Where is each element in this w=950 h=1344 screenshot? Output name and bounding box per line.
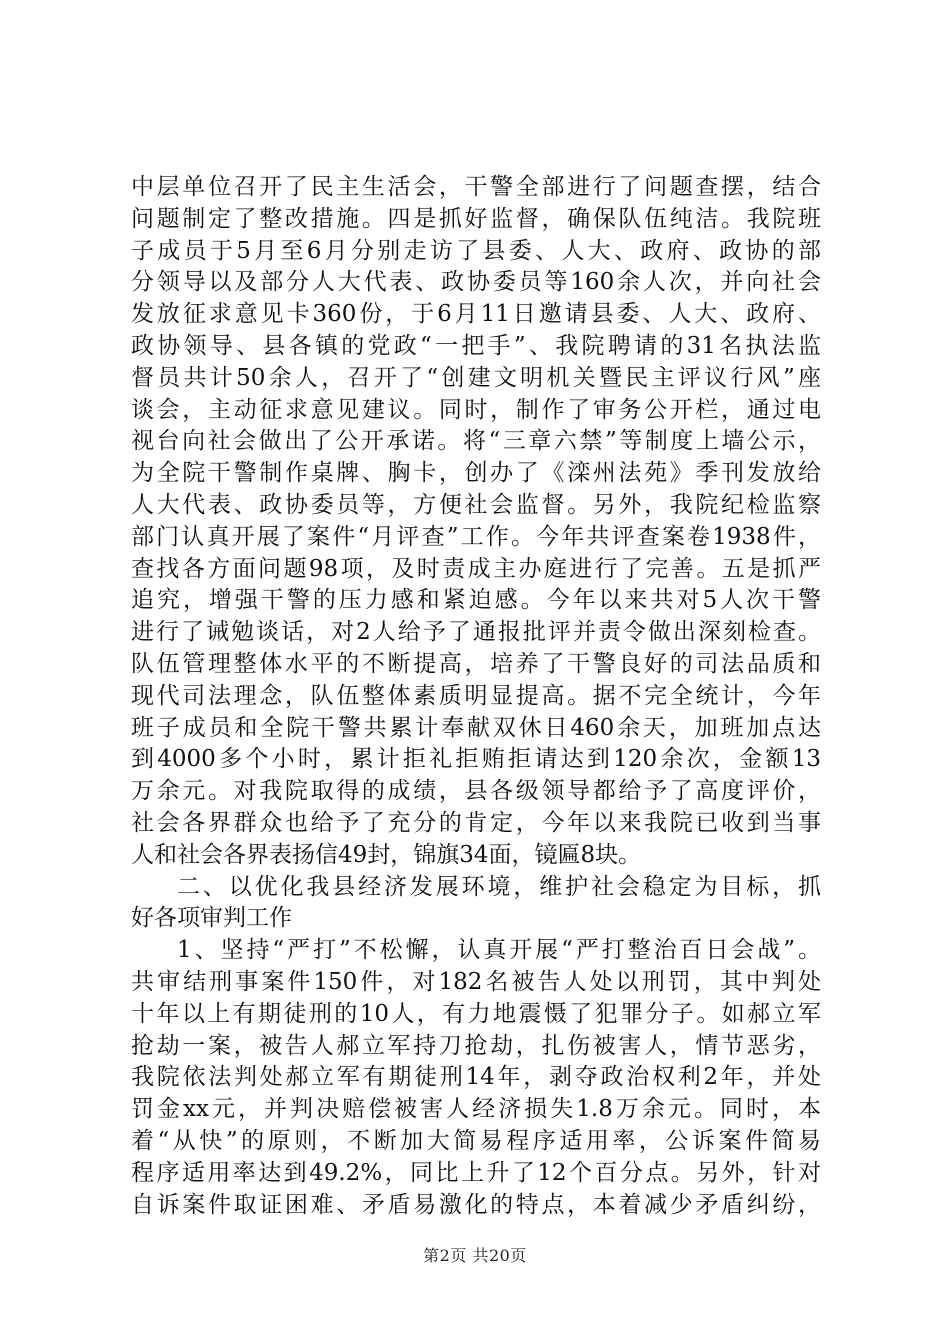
body-line: 十年以上有期徒刑的10人，有力地震慑了犯罪分子。如郝立军 [131, 1000, 821, 1027]
page-number-footer: 第2页 共20页 [423, 1246, 527, 1265]
body-line: 罚金xx元，并判决赔偿被害人经济损失1.8万余元。同时，本 [131, 1096, 821, 1123]
body-line: 现代司法理念，队伍整体素质明显提高。据不完全统计，今年 [131, 682, 821, 709]
body-line: 谈会，主动征求意见建议。同时，制作了审务公开栏，通过电 [131, 396, 821, 423]
subsection-first-line: 1、坚持“严打”不松懈，认真开展“严打整治百日会战”。 [177, 937, 821, 964]
body-line: 政协领导、县各镇的党政“一把手”、我院聘请的31名执法监 [131, 332, 821, 359]
section-heading-line: 二、以优化我县经济发展环境，维护社会稳定为目标，抓 [177, 873, 821, 900]
body-line: 发放征求意见卡360份，于6月11日邀请县委、人大、政府、 [131, 301, 821, 328]
body-line: 社会各界群众也给予了充分的肯定，今年以来我院已收到当事 [131, 809, 821, 836]
body-line: 查找各方面问题98项，及时责成主办庭进行了完善。五是抓严 [131, 555, 821, 582]
body-line: 追究，增强干警的压力感和紧迫感。今年以来共对5人次干警 [131, 587, 821, 614]
body-line: 子成员于5月至6月分别走访了县委、人大、政府、政协的部 [131, 237, 821, 264]
body-line: 到4000多个小时，累计拒礼拒贿拒请达到120余次，金额13 [131, 746, 821, 773]
body-line: 中层单位召开了民主生活会，干警全部进行了问题查摆，结合 [131, 174, 821, 200]
body-line: 班子成员和全院干警共累计奉献双休日460余天，加班加点达 [131, 714, 821, 741]
body-line: 我院依法判处郝立军有期徒刑14年，剥夺政治权利2年，并处 [131, 1064, 821, 1091]
paragraph-end-line: 人和社会各界表扬信49封，锦旗34面，镜匾8块。 [131, 841, 642, 868]
body-line: 部门认真开展了案件“月评查”工作。今年共评查案卷1938件， [131, 523, 821, 550]
body-line: 为全院干警制作桌牌、胸卡，创办了《滦州法苑》季刊发放给 [131, 460, 821, 487]
body-line: 问题制定了整改措施。四是抓好监督，确保队伍纯洁。我院班 [131, 205, 821, 232]
body-line: 督员共计50余人，召开了“创建文明机关暨民主评议行风”座 [131, 364, 821, 391]
body-line: 进行了诫勉谈话，对2人给予了通报批评并责令做出深刻检查。 [131, 619, 821, 646]
body-line: 万余元。对我院取得的成绩，县各级领导都给予了高度评价， [131, 778, 821, 805]
body-line: 抢劫一案，被告人郝立军持刀抢劫，扎伤被害人，情节恶劣， [131, 1032, 821, 1059]
section-heading-end-line: 好各项审判工作 [131, 905, 292, 932]
body-line: 队伍管理整体水平的不断提高，培养了干警良好的司法品质和 [131, 650, 821, 677]
body-line: 分领导以及部分人大代表、政协委员等160余人次，并向社会 [131, 269, 821, 296]
document-body [131, 172, 821, 1221]
body-line: 共审结刑事案件150件，对182名被告人处以刑罚，其中判处 [131, 968, 821, 995]
body-line: 人大代表、政协委员等，方便社会监督。另外，我院纪检监察 [131, 491, 821, 518]
body-line: 自诉案件取证困难、矛盾易激化的特点，本着减少矛盾纠纷， [131, 1191, 821, 1218]
body-line: 视台向社会做出了公开承诺。将“三章六禁”等制度上墙公示， [131, 428, 821, 455]
body-line: 程序适用率达到49.2%，同比上升了12个百分点。另外，针对 [131, 1159, 821, 1186]
body-line: 着“从快”的原则，不断加大简易程序适用率，公诉案件简易 [131, 1127, 821, 1154]
